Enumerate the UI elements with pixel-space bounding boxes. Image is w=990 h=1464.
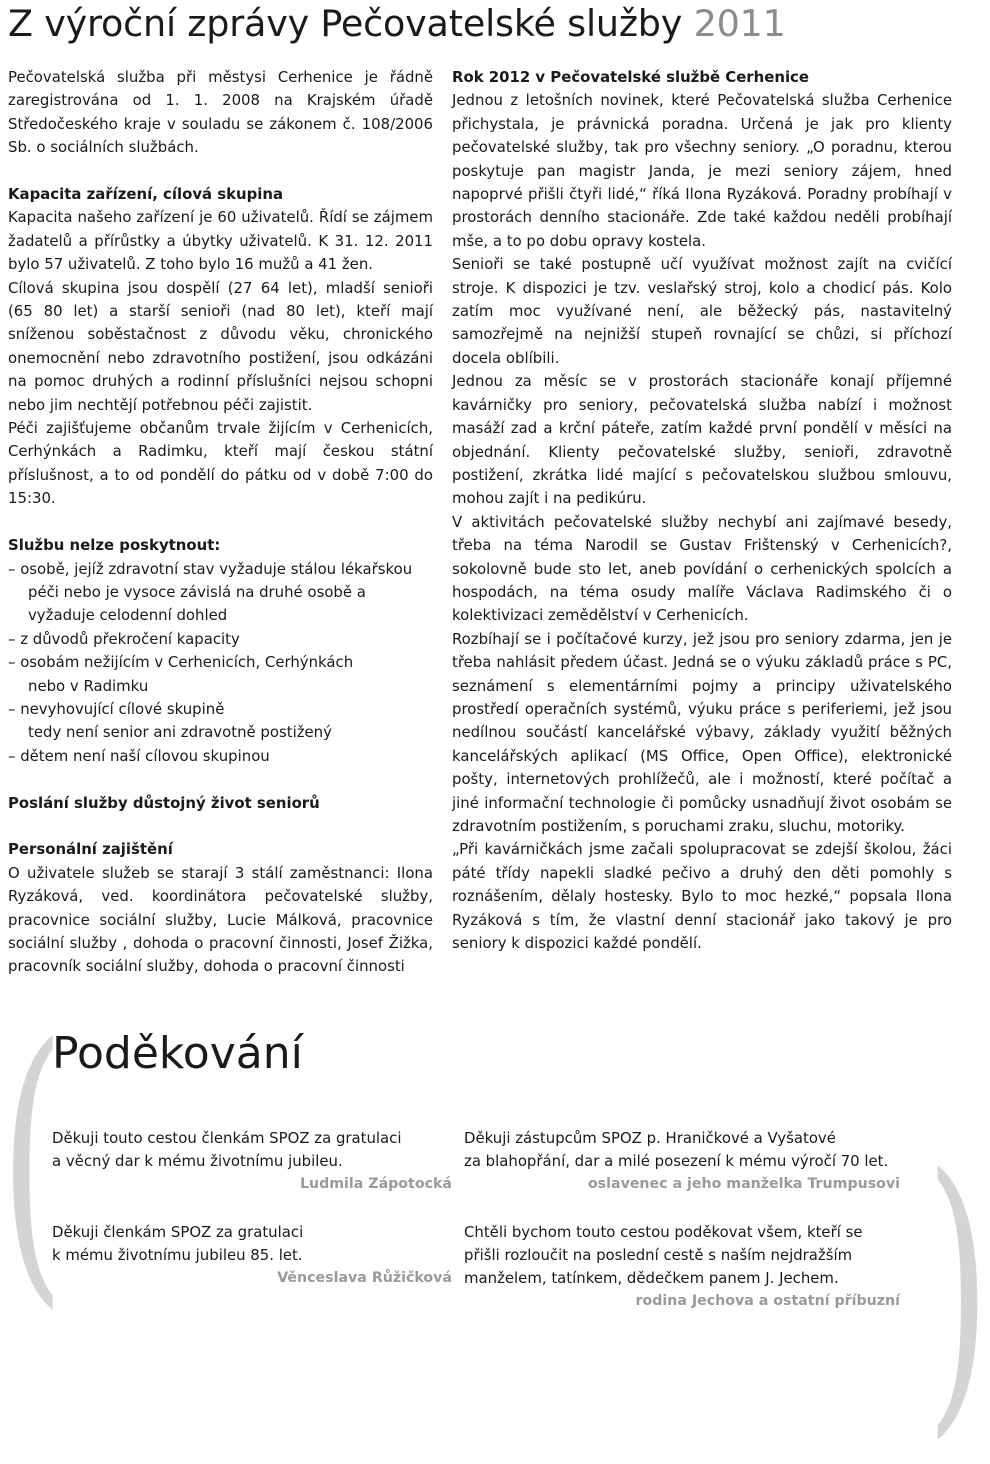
thanks-card-line: Děkuji zástupcům SPOZ p. Hraničkové a Vyšatové bbox=[464, 1129, 836, 1147]
thanks-card bbox=[464, 1127, 900, 1196]
capacity-heading: Kapacita zařízení, cílová skupina bbox=[8, 185, 284, 204]
capacity-paragraph: Kapacita našeho zařízení je 60 uživatelů. Řídí se zájmem žadatelů a přírůstky a úbytky uživatelů. K 31. 12. 2011 bylo 57 uživatelů. Z toho bylo 16 mužů a 41 žen. bbox=[8, 208, 433, 274]
exclusion-item-text: z důvodů překročení kapacity bbox=[20, 629, 240, 648]
exclusion-item-text: nevyhovující cílové skupině bbox=[20, 699, 225, 718]
exclusion-item-text: osobám nežijícím v Cerhenicích, Cerhýnkách bbox=[20, 653, 354, 672]
exclusion-item-continuation: nebo v Radimku bbox=[28, 676, 149, 695]
exclusion-item-continuation: tedy není senior ani zdravotně postižený bbox=[28, 723, 332, 742]
mission-heading: Poslání služby důstojný život seniorů bbox=[8, 793, 320, 812]
right-paragraph-6: „Při kavárničkách jsme začali spolupracovat se zdejší školou, žáci páté třídy napekli sladké pečivo a druhý den děti pomohly s roznášením, dělaly hostesky. Bylo to moc hezké,“ popsala Ilona Ryzáková s tím, že vlastní denní stacionář jako takový je pro seniory k dispozici každé pondělí. bbox=[452, 840, 952, 953]
thanks-card bbox=[52, 1221, 452, 1290]
left-column bbox=[8, 66, 433, 979]
care-paragraph: Péči zajišťujeme občanům trvale žijícím v Cerhenicích, Cerhýnkách a Radimku, kteří mají českou státní příslušnost, a to od pondělí do pátku od v době 7:00 do 15:30. bbox=[8, 419, 433, 508]
right-paragraph-4: V aktivitách pečovatelské služby nechybí ani zajímavé besedy, třeba na téma Narodil se Gustav Frištenský v Cerhenicích?, sokolovně bude sto let, aneb povídání o cerhenických spolcích a hospodách, na téma osudy malíře Václava Radimského či o kolektivizaci zemědělství v Cerhenicích. bbox=[452, 512, 952, 625]
right-column bbox=[452, 66, 952, 955]
exclusion-item-text: osobě, jejíž zdravotní stav vyžaduje stálou lékařskou péči nebo je vysoce závislá na druhé osobě a vyžaduje celodenní dohled bbox=[20, 559, 413, 625]
exclusion-item: – osobě, jejíž zdravotní stav vyžaduje stálou lékařskou péči nebo je vysoce závislá na druhé osobě a vyžaduje celodenní dohled bbox=[8, 559, 413, 625]
exclusion-item: – nevyhovující cílové skupině tedy není senior ani zdravotně postižený bbox=[8, 698, 433, 745]
thanks-card-signature: rodina Jechova a ostatní příbuzní bbox=[635, 1293, 900, 1309]
thanks-card-line: Děkuji touto cestou členkám SPOZ za gratulaci bbox=[52, 1129, 402, 1147]
thanks-card-line: k mému životnímu jubileu 85. let. bbox=[52, 1246, 303, 1264]
exclusion-list bbox=[8, 558, 433, 769]
right-paragraph-5: Rozbíhají se i počítačové kurzy, jež jsou pro seniory zdarma, jen je třeba nahlásit předem účast. Jedná se o výuku základů práce s PC, seznámení s elementárními pojmy a principy uživatelského prostředí operačních systémů, výuku práce s periferiemi, jež jsou nedílnou součástí kancelářské výbavy, základy využití běžných kancelářských aplikací (MS Office, Open Office), elektronické pošty, internetových prohlížečů, ale i možností, které počítač a jiné informační technologie či pomůcky usnadňují život osobám se zdravotním postižením, s poruchami zraku, sluchu, motoriky. bbox=[452, 629, 952, 835]
target-group-paragraph: Cílová skupina jsou dospělí (27 64 let), mladší senioři (65 80 let) a starší senioři (nad 80 let), kteří mají sníženou soběstačnost z důvodu věku, chronického onemocnění nebo zdravotního postižení, jsou odkázáni na pomoc druhých a rodinní příslušníci nejsou schopni nebo jim nechtějí potřebnou péči zajistit. bbox=[8, 278, 433, 414]
thanks-card-line: přišli rozloučit na poslední cestě s naším nejdražším bbox=[464, 1246, 853, 1264]
exclusion-item-text: dětem není naší cílovou skupinou bbox=[20, 746, 270, 765]
thanks-card bbox=[52, 1127, 452, 1196]
page-title-main: Z výroční zprávy Pečovatelské služby bbox=[8, 2, 683, 45]
intro-paragraph: Pečovatelská služba při městysi Cerhenice je řádně zaregistrována od 1. 1. 2008 na Krajském úřadě Středočeského kraje v souladu se zákonem č. 108/2006 Sb. o sociálních službách. bbox=[8, 68, 433, 157]
thanks-card-signature: Věnceslava Růžičková bbox=[277, 1270, 452, 1286]
thanks-card-line: a věcný dar k mému životnímu jubileu. bbox=[52, 1152, 343, 1170]
staff-heading: Personální zajištění bbox=[8, 840, 173, 859]
thanks-card bbox=[464, 1221, 900, 1313]
decorative-left-parenthesis: ( bbox=[0, 985, 65, 1334]
staff-paragraph: O uživatele služeb se starají 3 stálí zaměstnanci: Ilona Ryzáková, ved. koordinátora pečovatelské služby, pracovnice sociální služby, Lucie Málková, pracovnice sociální služby , dohoda o pracovní činnosti, Josef Žižka, pracovník sociální služby, dohoda o pracovní činnosti bbox=[8, 863, 433, 976]
thanks-card-line: za blahopřání, dar a milé posezení k mému výročí 70 let. bbox=[464, 1152, 889, 1170]
thanks-card-line: Chtěli bychom touto cestou poděkovat všem, kteří se bbox=[464, 1223, 863, 1241]
thanks-card-signature: Ludmila Zápotocká bbox=[299, 1176, 452, 1192]
thanks-card-line: Děkuji členkám SPOZ za gratulaci bbox=[52, 1223, 304, 1241]
right-paragraph-3: Jednou za měsíc se v prostorách stacionáře konají příjemné kavárničky pro seniory, pečovatelská služba nabízí i možnost masáží zad a krční páteře, zatím každé první pondělí v měsíci na objednání. Klienty pečovatelské služby, senioři, zdravotně postižení, zkrátka lidé mající s pečovatelskou službou smlouvu, mohou zajít i na pedikúru. bbox=[452, 372, 952, 508]
exclusion-item: – dětem není naší cílovou skupinou bbox=[8, 746, 270, 765]
right-paragraph-1: Jednou z letošních novinek, které Pečovatelská služba Cerhenice přichystala, je právnická poradna. Určená je jak pro klienty pečovatelské služby, tak pro všechny seniory. „O poradnu, kterou poskytuje pan magistr Janda, je mezi seniory zájem, hned napoprvé přišli čtyři lidé,“ říká Ilona Ryzáková. Poradny probíhají v prostorách denního stacionáře. Zde také každou neděli probíhají mše, a to po dobu opravy kostela. bbox=[452, 91, 952, 250]
exclusion-item: – z důvodů překročení kapacity bbox=[8, 629, 240, 648]
thanks-card-line: manželem, tatínkem, dědečkem panem J. Jechem. bbox=[464, 1269, 839, 1287]
exclusion-item: – osobám nežijícím v Cerhenicích, Cerhýnkách nebo v Radimku bbox=[8, 651, 433, 698]
decorative-right-parenthesis: ) bbox=[926, 1115, 990, 1464]
exclusion-heading: Službu nelze poskytnout: bbox=[8, 536, 221, 555]
page-title-year: 2011 bbox=[693, 2, 786, 45]
right-heading: Rok 2012 v Pečovatelské službě Cerhenice bbox=[452, 68, 809, 86]
page-title bbox=[8, 0, 958, 48]
right-paragraph-2: Senioři se také postupně učí využívat možnost zajít na cvičící stroje. K dispozici je tzv. veslařský stroj, kolo a chodicí pás. Kolo zatím moc využívané není, ale běžecký pás, nastavitelný samozřejmě na nejnižší stupeň rovnající se chůzi, si příchozí docela oblíbili. bbox=[452, 255, 952, 367]
thanks-title: Poděkování bbox=[52, 1028, 303, 1079]
thanks-card-signature: oslavenec a jeho manželka Trumpusovi bbox=[587, 1176, 900, 1192]
